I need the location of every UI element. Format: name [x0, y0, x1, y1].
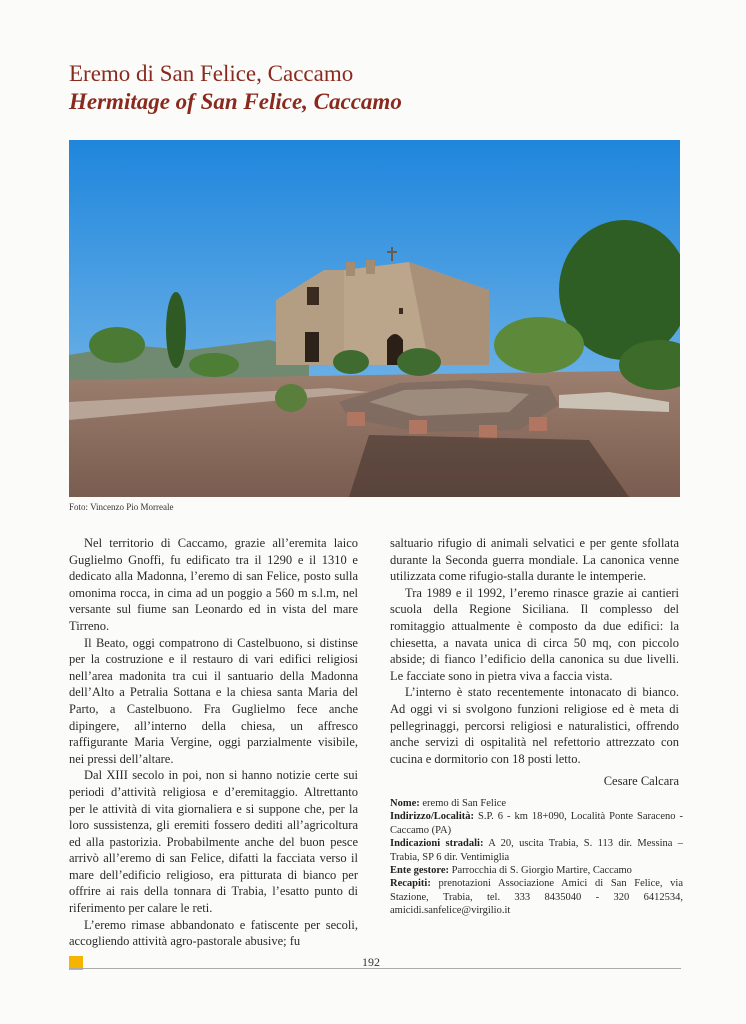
- article-author: Cesare Calcara: [603, 774, 679, 789]
- info-name-label: Nome:: [390, 798, 420, 809]
- info-contacts-value: prenotazioni Associazione Amici di San Felice, via Stazione, Trabia, tel. 333 8435040 - 320 6412534, amicidi.sanfelice@virgilio.it: [390, 878, 683, 917]
- info-contacts-label: Recapiti:: [390, 878, 431, 890]
- article-paragraph: Dal XIII secolo in poi, non si hanno notizie certe sui periodi d’attività religiosa e d’eremitaggio. Altrettanto per le attività di vita giornaliera e si suppone che, per la loro sussistenza, gli eremiti fossero dediti all’agricoltura ed alla pastorizia. Probabilmente anche del buon pesce arrivò all’eremo di san Felice, difatti la facciata verso il mare dell’edificio religioso, era pitturata di bianco per offrire ai rais della tonnara di Trabia, l’esatto punto di riferimento per calare le reti.: [69, 768, 358, 916]
- article-paragraph: L’eremo rimase abbandonato e fatiscente per secoli, accogliendo attività agro-pastorale abusive; fu: [69, 917, 358, 949]
- photo-credit: Foto: Vincenzo Pio Morreale: [69, 502, 174, 512]
- info-manager: [390, 864, 683, 877]
- article-paragraph: Tra 1989 e il 1992, l’eremo rinasce grazie ai cantieri scuola della Regione Siciliana. Il complesso del romitaggio attualmente è composto da due edifici: la chiesetta, a navata unica di circa 50 mq, con piccolo abside; di fianco l’edificio della canonica su due livelli. Le facciate sono in pietra viva a faccia vista.: [390, 585, 679, 683]
- article-paragraph: Nel territorio di Caccamo, grazie all’eremita laico Guglielmo Gnoffi, fu edificato tra il 1290 e il 1310 e dedicato alla Madonna, l’eremo di san Felice, posto sulla omonima rocca, in cima ad un poggio a 560 m s.l.m, nel versante sul fiume san Leonardo ed in vista del mare Tirreno.: [69, 536, 358, 633]
- info-directions: [390, 837, 683, 864]
- info-directions-value: A 20, uscita Trabia, S. 113 dir. Messina – Trabia, SP 6 dir. Ventimiglia: [390, 838, 684, 863]
- info-contacts: [390, 877, 683, 917]
- info-manager-value: Parrocchia di S. Giorgio Martire, Caccamo: [451, 865, 632, 877]
- info-address-label: Indirizzo/Località:: [390, 811, 474, 823]
- page-number: 192: [362, 955, 380, 969]
- info-address: [390, 810, 683, 837]
- info-directions-label: Indicazioni stradali:: [390, 838, 484, 850]
- info-box: [390, 797, 683, 918]
- page-subtitle-english: Hermitage of San Felice, Caccamo: [69, 89, 402, 114]
- info-name-value: eremo di San Felice: [422, 798, 507, 809]
- article-paragraph: saltuario rifugio di animali selvatici e per gente sfollata durante la Seconda guerra mondiale. La canonica venne utilizzata come rifugio-stalla durante le intemperie.: [390, 536, 679, 584]
- article-paragraph: Il Beato, oggi compatrono di Castelbuono, si distinse per la costruzione e il restauro di vari edifici religiosi nell’area madonita tra cui il santuario della Madonna dell’Alto a Petralia Sottana e la chiesa santa Maria del Parto, a Castelbuono. Fra Guglielmo fece anche dipingere, all’interno della chiesa, un affresco raffigurante Maria Vergine, oggi parzialmente visibile, nei pressi dell’altare.: [69, 635, 358, 766]
- info-address-value: S.P. 6 - km 18+090, Località Ponte Saraceno - Caccamo (PA): [390, 811, 684, 836]
- info-name: [390, 797, 683, 810]
- info-manager-label: Ente gestore:: [390, 865, 449, 877]
- page-title: Eremo di San Felice, Caccamo: [69, 61, 354, 86]
- article-column-right: [390, 535, 679, 790]
- hermitage-photo: [69, 140, 680, 497]
- article-column-left: [69, 535, 358, 950]
- article-paragraph: L’interno è stato recentemente intonacato di bianco. Ad oggi vi si svolgono funzioni religiose ed è meta di pellegrinaggi, percorsi religiosi e naturalistici, offrendo anche servizi di ospitalità nel refettorio attrezzato con cucina e dormitorio con 18 posti letto.: [390, 685, 679, 766]
